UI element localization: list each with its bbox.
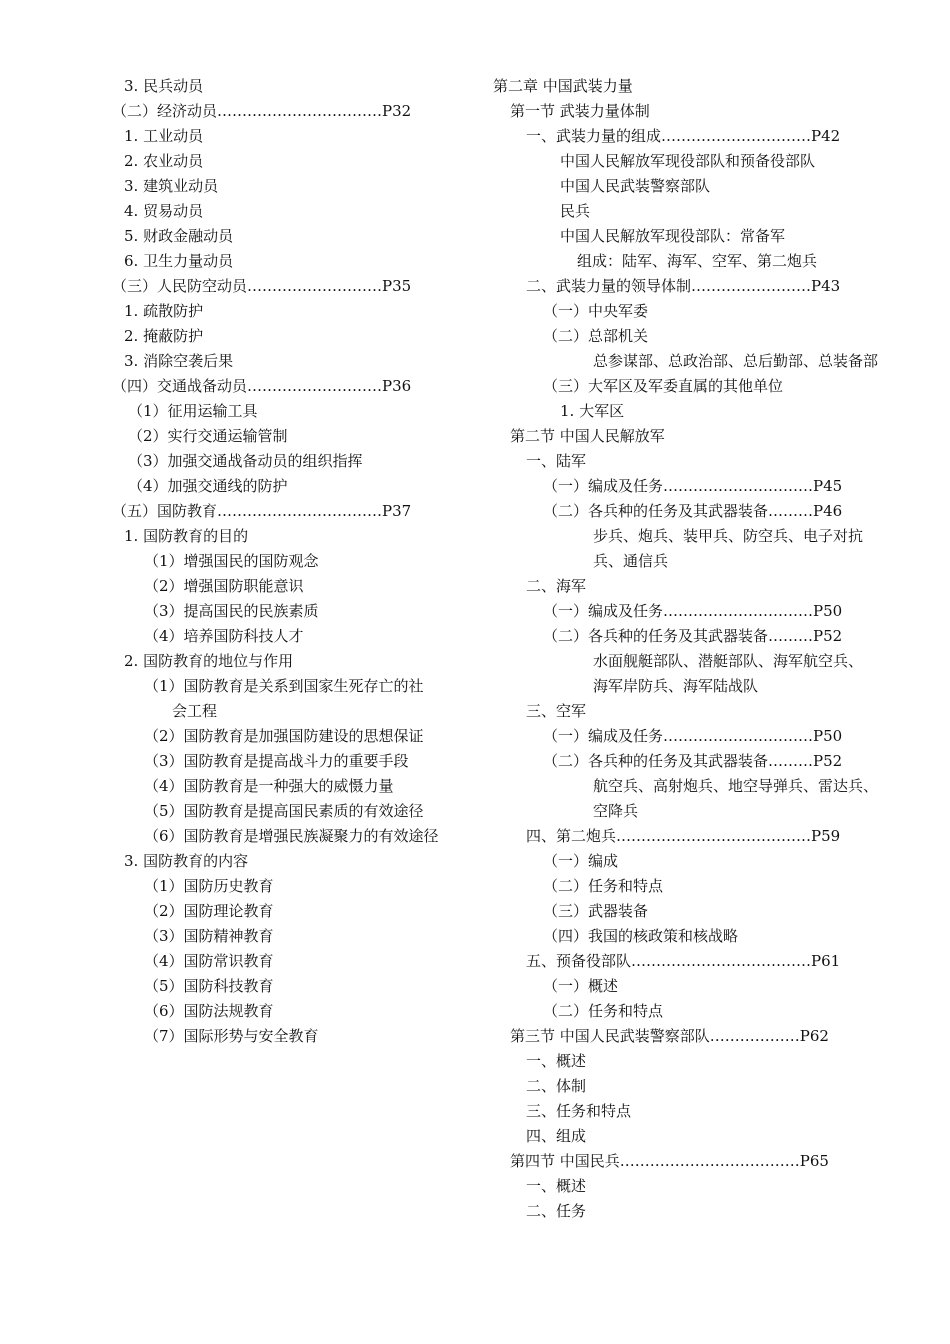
- outline-line: （四）我国的核政策和核战略: [543, 927, 739, 945]
- outline-line: （1）增强国民的国防观念: [144, 552, 319, 570]
- outline-line: 四、组成: [526, 1127, 587, 1145]
- outline-line: 3. 消除空袭后果: [124, 352, 234, 370]
- outline-line: 总参谋部、总政治部、总后勤部、总装备部: [593, 352, 879, 370]
- outline-line: 航空兵、高射炮兵、地空导弹兵、雷达兵、: [593, 777, 879, 795]
- left-outline-column: [112, 74, 482, 1049]
- outline-line: 3. 国防教育的内容: [124, 852, 249, 870]
- outline-line: 1. 大军区: [560, 402, 625, 420]
- outline-line: （一）编成及任务…………………………P50: [543, 727, 843, 745]
- outline-line: （2）国防理论教育: [144, 902, 274, 920]
- outline-line: （3）加强交通战备动员的组织指挥: [128, 452, 363, 470]
- outline-line: （4）培养国防科技人才: [144, 627, 304, 645]
- outline-line: （1）征用运输工具: [128, 402, 258, 420]
- outline-line: （二）总部机关: [543, 327, 649, 345]
- outline-line: 6. 卫生力量动员: [124, 252, 234, 270]
- outline-line: （五）国防教育……………………………P37: [112, 502, 412, 520]
- outline-line: 空降兵: [593, 802, 639, 820]
- outline-line: 第三节 中国人民武装警察部队………………P62: [510, 1027, 829, 1045]
- outline-line: 4. 贸易动员: [124, 202, 204, 220]
- outline-line: 2. 掩蔽防护: [124, 327, 204, 345]
- outline-line: 步兵、炮兵、装甲兵、防空兵、电子对抗: [593, 527, 864, 545]
- outline-line: （二）任务和特点: [543, 1002, 664, 1020]
- outline-line: （4）国防常识教育: [144, 952, 274, 970]
- outline-line: 3. 民兵动员: [124, 77, 204, 95]
- outline-line: 二、任务: [526, 1202, 587, 1220]
- outline-line: 中国人民解放军现役部队和预备役部队: [560, 152, 816, 170]
- outline-line: 组成：陆军、海军、空军、第二炮兵: [577, 252, 818, 270]
- outline-line: 二、体制: [526, 1077, 587, 1095]
- outline-line: （5）国防教育是提高国民素质的有效途径: [144, 802, 424, 820]
- outline-line: 一、概述: [526, 1052, 587, 1070]
- outline-line: （3）提高国民的民族素质: [144, 602, 319, 620]
- outline-line: 二、海军: [526, 577, 587, 595]
- outline-line: 第二节 中国人民解放军: [510, 427, 665, 445]
- outline-line: （二）任务和特点: [543, 877, 664, 895]
- outline-line: （二）各兵种的任务及其武器装备………P52: [543, 627, 843, 645]
- outline-line: （一）中央军委: [543, 302, 649, 320]
- outline-line: （2）实行交通运输管制: [128, 427, 288, 445]
- outline-line: 五、预备役部队………………………………P61: [526, 952, 841, 970]
- outline-line: （2）国防教育是加强国防建设的思想保证: [144, 727, 424, 745]
- outline-line: （一）概述: [543, 977, 619, 995]
- outline-line: （4）国防教育是一种强大的威慑力量: [144, 777, 394, 795]
- outline-line: 一、陆军: [526, 452, 587, 470]
- outline-line: （4）加强交通线的防护: [128, 477, 288, 495]
- outline-line: 第二章 中国武装力量: [493, 77, 633, 95]
- outline-line: （5）国防科技教育: [144, 977, 274, 995]
- outline-line: 2. 国防教育的地位与作用: [124, 652, 294, 670]
- outline-line: （6）国防法规教育: [144, 1002, 274, 1020]
- outline-line: 水面舰艇部队、潜艇部队、海军航空兵、: [593, 652, 864, 670]
- outline-line: 一、武装力量的组成…………………………P42: [526, 127, 841, 145]
- outline-line: 兵、通信兵: [593, 552, 669, 570]
- outline-line: （二）各兵种的任务及其武器装备………P52: [543, 752, 843, 770]
- outline-line: （三）大军区及军委直属的其他单位: [543, 377, 784, 395]
- outline-line: （一）编成及任务…………………………P45: [543, 477, 843, 495]
- outline-line: （1）国防教育是关系到国家生死存亡的社: [144, 677, 424, 695]
- outline-line: 1. 疏散防护: [124, 302, 204, 320]
- outline-line: （2）增强国防职能意识: [144, 577, 304, 595]
- right-outline-column: [493, 74, 923, 1224]
- outline-line: 三、任务和特点: [526, 1102, 632, 1120]
- outline-line: （一）编成及任务…………………………P50: [543, 602, 843, 620]
- outline-line: 3. 建筑业动员: [124, 177, 219, 195]
- outline-line: 中国人民武装警察部队: [560, 177, 711, 195]
- outline-line: （一）编成: [543, 852, 619, 870]
- outline-line: 海军岸防兵、海军陆战队: [593, 677, 759, 695]
- outline-line: 5. 财政金融动员: [124, 227, 234, 245]
- outline-line: （三）人民防空动员………………………P35: [112, 277, 412, 295]
- outline-line: 民兵: [560, 202, 591, 220]
- outline-line: （6）国防教育是增强民族凝聚力的有效途径: [144, 827, 439, 845]
- outline-line: 三、空军: [526, 702, 587, 720]
- outline-line: （四）交通战备动员………………………P36: [112, 377, 412, 395]
- outline-line: 第一节 武装力量体制: [510, 102, 650, 120]
- outline-line: 中国人民解放军现役部队：常备军: [560, 227, 786, 245]
- outline-line: 二、武装力量的领导体制……………………P43: [526, 277, 841, 295]
- outline-line: （1）国防历史教育: [144, 877, 274, 895]
- outline-line: （三）武器装备: [543, 902, 649, 920]
- outline-line: （二）各兵种的任务及其武器装备………P46: [543, 502, 843, 520]
- outline-line: （二）经济动员……………………………P32: [112, 102, 412, 120]
- outline-line: 1. 工业动员: [124, 127, 204, 145]
- outline-line: 第四节 中国民兵………………………………P65: [510, 1152, 829, 1170]
- outline-line: （3）国防精神教育: [144, 927, 274, 945]
- outline-line: 1. 国防教育的目的: [124, 527, 249, 545]
- outline-line: （3）国防教育是提高战斗力的重要手段: [144, 752, 409, 770]
- outline-line: 会工程: [172, 702, 218, 720]
- outline-line: （7）国际形势与安全教育: [144, 1027, 319, 1045]
- outline-line: 四、第二炮兵…………………………………P59: [526, 827, 841, 845]
- outline-line: 一、概述: [526, 1177, 587, 1195]
- outline-line: 2. 农业动员: [124, 152, 204, 170]
